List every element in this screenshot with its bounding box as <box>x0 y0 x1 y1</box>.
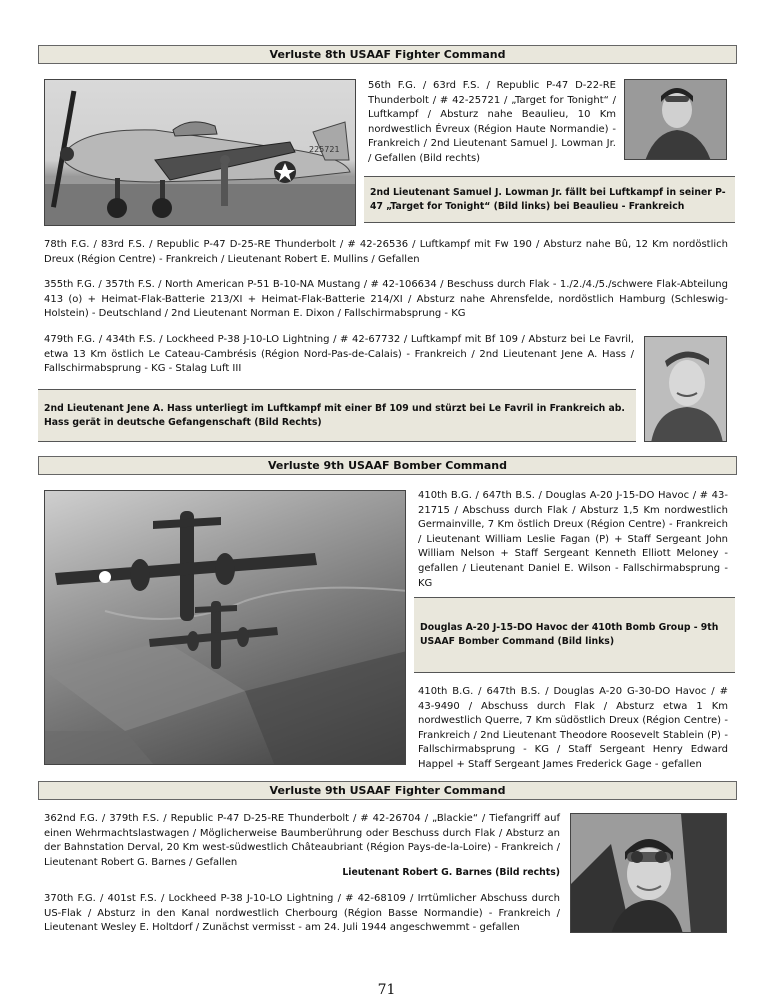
soldier-portrait-illustration <box>645 337 727 442</box>
caption-hass: 2nd Lieutenant Jene A. Hass unterliegt im Luftkampf mit einer Bf 109 und stürzt bei Le Favril in Frankreich ab. Hass gerät in deutsche Gefangenschaft (Bild Rechts) <box>38 389 636 442</box>
hass-portrait-photo <box>644 336 727 442</box>
page-number: 71 <box>377 982 396 998</box>
p47-thunderbolt-illustration <box>45 80 356 226</box>
entry-362nd-fg: 362nd F.G. / 379th F.S. / Republic P-47 D-25-RE Thunderbolt / # 42-26704 / „Blackie“ / Tiefangriff auf einen Wehrmachtslastwagen / Möglicherweise Baumberührung oder Beschuss durch Flak / Absturz an der Bahnstation Derval, 20 Km west-südwestlich Châteaubriant (Région Pays-de-la-Loire) - Frankreich / Lieutenant Robert G. Barnes / Gefallen <box>44 813 560 868</box>
section-header-9th-bomber-command: Verluste 9th USAAF Bomber Command <box>38 456 737 475</box>
section-header-8th-fighter-command: Verluste 8th USAAF Fighter Command <box>38 45 737 64</box>
barnes-portrait-photo <box>570 813 727 933</box>
pilot-cockpit-illustration <box>571 814 727 933</box>
a20-havoc-aerial-photo <box>44 490 406 765</box>
caption-a20-havoc: Douglas A-20 J-15-DO Havoc der 410th Bomb Group - 9th USAAF Bomber Command (Bild links) <box>414 597 735 673</box>
p47-thunderbolt-photo <box>44 79 356 226</box>
entry-78th-fg: 78th F.G. / 83rd F.S. / Republic P-47 D-25-RE Thunderbolt / # 42-26536 / Luftkampf mit Fw 190 / Absturz nahe Bû, 12 Km nordöstlich Dreux (Région Centre) - Frankreich / Lieutenant Robert E. Mullins / Gefallen <box>44 239 728 265</box>
section-header-9th-fighter-command: Verluste 9th USAAF Fighter Command <box>38 781 737 800</box>
a20-havoc-illustration <box>45 491 406 765</box>
entry-355th-fg: 355th F.G. / 357th F.S. / North American P-51 B-10-NA Mustang / # 42-106634 / Beschuss durch Flak - 1./2./4./5./schwere Flak-Abteilung 413 (o) + Heimat-Flak-Batterie 213/XI + Heimat-Flak-Batterie 214/XI / Absturz nahe Ahrensfelde, nordöstlich Hamburg (Schleswig-Holstein) - Deutschland / 2nd Lieutenant Norman E. Dixon / Fallschirmabsprung - KG <box>44 279 728 320</box>
entry-410th-bg-2: 410th B.G. / 647th B.S. / Douglas A-20 G-30-DO Havoc / # 43-9490 / Abschuss durch Flak / Absturz etwa 1 Km nordwestlich Querre, 7 Km südöstlich Dreux (Région Centre) - Frankreich / 2nd Lieutenant Theodore Roosevelt Stablein (P) - Fallschirmabsprung - KG / Staff Sergeant Henry Edward Happel + Staff Sergeant James Frederick Gage - gefallen <box>418 686 728 770</box>
caption-lowman: 2nd Lieutenant Samuel J. Lowman Jr. fällt bei Luftkampf in seiner P-47 „Target for Tonight“ (Bild links) bei Beaulieu - Frankreich <box>364 176 735 223</box>
entry-370th-fg: 370th F.G. / 401st F.S. / Lockheed P-38 J-10-LO Lightning / # 42-68109 / Irrtümlicher Abschuss durch US-Flak / Absturz in den Kanal nordwestlich Cherbourg (Région Basse Normandie) - Frankreich / Lieutenant Wesley E. Holtdorf / Zunächst vermisst - am 24. Juli 1944 angeschwemmt - gefallen <box>44 893 560 934</box>
pilot-portrait-illustration <box>625 80 727 160</box>
entry-479th-fg: 479th F.G. / 434th F.S. / Lockheed P-38 J-10-LO Lightning / # 42-67732 / Luftkampf mit Bf 109 / Absturz bei Le Favril, etwa 13 Km östlich Le Cateau-Cambrésis (Région Nord-Pas-de-Calais) - Frankreich / 2nd Lieutenant Jene A. Hass / Fallschirmabsprung - KG - Stalag Luft III <box>44 334 634 375</box>
entry-410th-bg-1: 410th B.G. / 647th B.S. / Douglas A-20 J-15-DO Havoc / # 43-21715 / Abschuss durch Flak / Absturz 1,5 Km nordwestlich Germainville, 7 Km östlich Dreux (Région Centre) - Frankreich / Lieutenant William Leslie Fagan (P) + Staff Sergeant John William Nelson + Staff Sergeant Kenneth Elliott Meloney - gefallen / Lieutenant Daniel E. Wilson - Fallschirmabsprung - KG <box>418 490 728 589</box>
caption-barnes: Lieutenant Robert G. Barnes (Bild rechts) <box>342 867 560 878</box>
lowman-portrait-photo <box>624 79 727 160</box>
plane-serial-marking: 225721 <box>309 145 340 154</box>
entry-56th-fg: 56th F.G. / 63rd F.S. / Republic P-47 D-22-RE Thunderbolt / # 42-25721 / „Target for Tonight“ / Luftkampf / Absturz nahe Beaulieu, 10 Km nordwestlich Évreux (Région Haute Normandie) - Frankreich / 2nd Lieutenant Samuel J. Lowman Jr. / Gefallen (Bild rechts) <box>368 80 616 164</box>
